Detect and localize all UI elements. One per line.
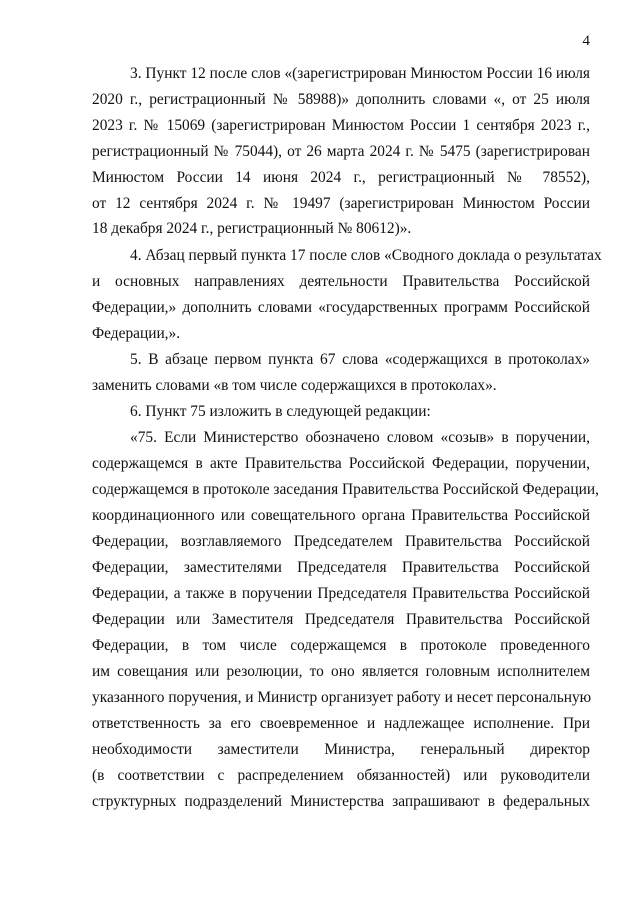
text-line: от 12 сентября 2024 г. № 19497 (зарегистрирован Минюстом России xyxy=(92,195,590,212)
page-number: 4 xyxy=(582,33,590,49)
text-line: Федерации,» дополнить словами «государственных программ Российской xyxy=(92,299,590,316)
text-line: (в соответствии с распределением обязанностей) или руководители xyxy=(92,767,590,784)
text-line: 2020 г., регистрационный № 58988)» дополнить словами «, от 25 июля xyxy=(92,91,590,108)
text-line: указанного поручения, и Министр организует работу и несет персональную xyxy=(92,689,592,706)
text-line: Минюстом России 14 июня 2024 г., регистрационный № 78552), xyxy=(92,169,590,186)
text-line: Федерации или Заместителя Председателя Правительства Российской xyxy=(92,611,590,628)
text-line: заменить словами «в том числе содержащихся в протоколах». xyxy=(92,377,497,394)
text-line: Федерации, а также в поручении Председателя Правительства Российской xyxy=(92,585,590,602)
text-line: 6. Пункт 75 изложить в следующей редакции: xyxy=(130,403,431,420)
text-line: 2023 г. № 15069 (зарегистрирован Минюстом России 1 сентября 2023 г., xyxy=(92,117,590,134)
text-line: Федерации,». xyxy=(92,325,181,342)
text-line: 4. Абзац первый пункта 17 после слов «Сводного доклада о результатах xyxy=(130,247,602,264)
text-line: координационного или совещательного органа Правительства Российской xyxy=(92,507,590,524)
text-line: им совещания или резолюции, то оно является головным исполнителем xyxy=(92,663,590,680)
text-line: содержащемся в акте Правительства Российской Федерации, поручении, xyxy=(92,455,590,472)
text-line: Федерации, заместителями Председателя Правительства Российской xyxy=(92,559,590,576)
text-line: ответственность за его своевременное и надлежащее исполнение. При xyxy=(92,715,590,732)
text-line: 5. В абзаце первом пункта 67 слова «содержащихся в протоколах» xyxy=(130,351,590,368)
text-line: структурных подразделений Министерства запрашивают в федеральных xyxy=(92,793,590,810)
text-line: содержащемся в протоколе заседания Правительства Российской Федерации, xyxy=(92,481,599,498)
text-line: регистрационный № 75044), от 26 марта 2024 г. № 5475 (зарегистрирован xyxy=(92,143,590,160)
text-line: 18 декабря 2024 г., регистрационный № 80612)». xyxy=(92,220,412,237)
text-line: Федерации, в том числе содержащемся в протоколе проведенного xyxy=(92,637,590,654)
text-line: и основных направлениях деятельности Правительства Российской xyxy=(92,273,590,290)
text-line: «75. Если Министерство обозначено словом «созыв» в поручении, xyxy=(130,429,590,446)
text-line: необходимости заместители Министра, генеральный директор xyxy=(92,741,590,758)
text-line: 3. Пункт 12 после слов «(зарегистрирован Минюстом России 16 июля xyxy=(130,65,590,82)
text-line: Федерации, возглавляемого Председателем Правительства Российской xyxy=(92,533,590,550)
